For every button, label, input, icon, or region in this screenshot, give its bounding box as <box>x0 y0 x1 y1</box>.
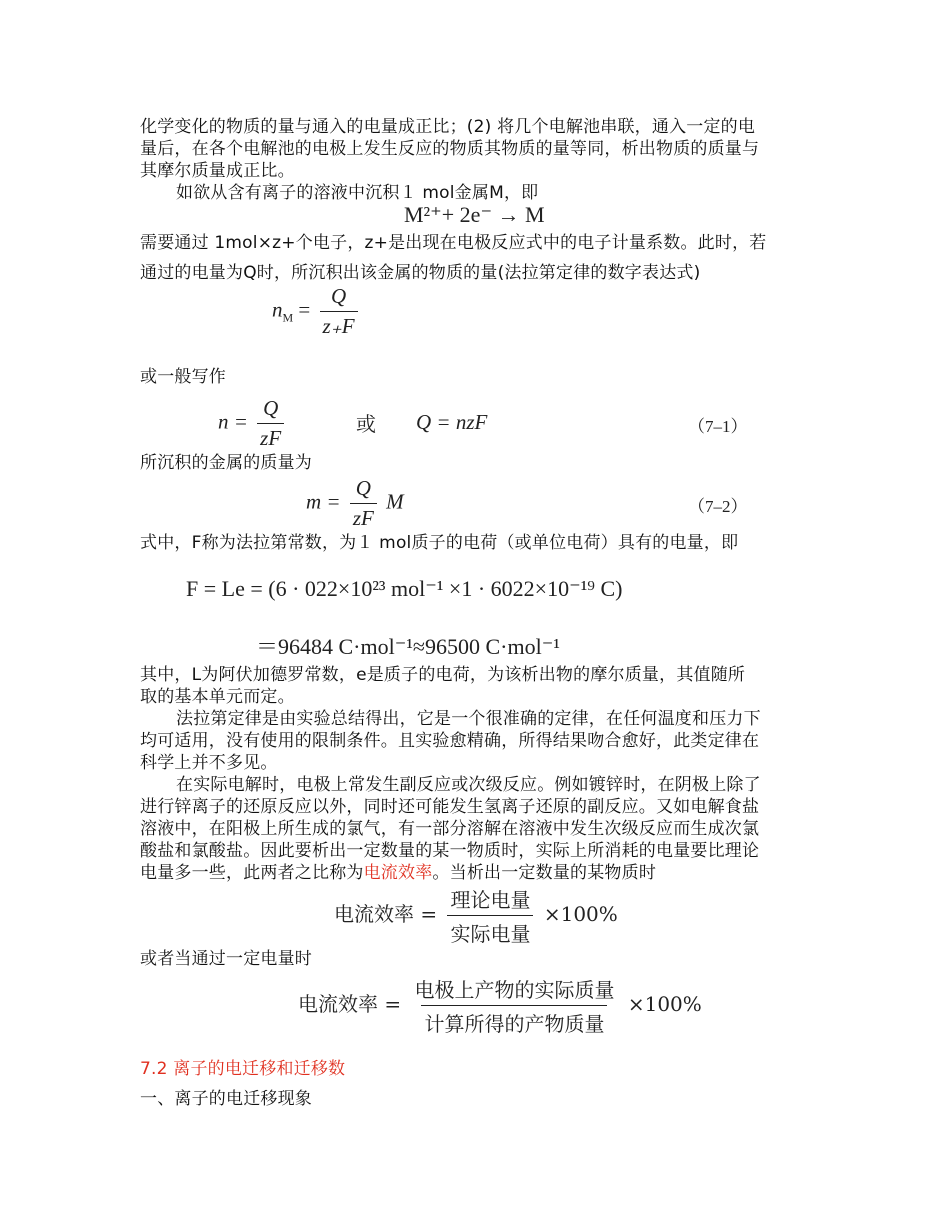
current-efficiency-equation-1: 电流效率 = $\frac{\text{理论电量}}{\text{实际电量}}$ ×100% <box>334 888 618 946</box>
text-line: 量后，在各个电解池的电极上发生反应的物质其物质的量等同，析出物质的质量与 <box>140 139 760 159</box>
text-line: 通过的电量为Q时，所沉积出该金属的物质的量(法拉第定律的数字表达式) <box>140 263 701 283</box>
mass-equation: m = $\frac{Q}{zF}$ M <box>306 476 404 530</box>
text-span: 。当析出一定数量的某物质时 <box>432 863 657 883</box>
text-line: 或一般写作 <box>140 367 226 387</box>
current-efficiency-term: 电流效率 <box>363 863 433 883</box>
text-line: 所沉积的金属的质量为 <box>140 453 312 473</box>
text-line: 进行锌离子的还原反应以外，同时还可能发生氢离子还原的副反应。又如电解食盐 <box>140 797 760 817</box>
or-word: 或 <box>356 412 376 436</box>
text-line: 其摩尔质量成正比。 <box>140 161 295 181</box>
text-line: 其中，L为阿伏加德罗常数，e是质子的电荷，为该析出物的摩尔质量，其值随所 <box>140 665 746 685</box>
text-span: 电量多一些，此两者之比称为 <box>140 863 364 883</box>
text-line: 均可适用，没有使用的限制条件。且实验愈精确，所得结果吻合愈好，此类定律在 <box>140 731 760 751</box>
equation-number: （7–1） <box>688 417 748 436</box>
subsection-heading: 一、离子的电迁移现象 <box>140 1089 312 1109</box>
faraday-equation-q: Q = nzF <box>416 410 488 434</box>
text-line: 酸盐和氯酸盐。因此要析出一定数量的某一物质时，实际上所消耗的电量要比理论 <box>140 841 760 861</box>
equation-number: （7–2） <box>688 497 748 516</box>
text-line: 溶液中，在阳极上所生成的氯气，有一部分溶解在溶液中发生次级反应而生成次氯 <box>140 819 760 839</box>
text-line: 法拉第定律是由实验总结得出，它是一个很准确的定律，在任何温度和压力下 <box>176 709 761 729</box>
faraday-equation-n: n = $\frac{Q}{zF}$ <box>218 396 288 451</box>
text-line: 或者当通过一定电量时 <box>140 949 312 969</box>
current-efficiency-equation-2: 电流效率 = $\frac{\text{电极上产物的实际质量}}{\text{计算所得的产物质量}}$ ×100% <box>298 978 702 1036</box>
text-line: 需要通过 1mol×z+个电子，z+是出现在电极反应式中的电子计量系数。此时，若 <box>140 233 767 253</box>
text-line: 在实际电解时，电极上常发生副反应或次级反应。例如镀锌时，在阴极上除了 <box>176 775 761 795</box>
text-line: 式中，F称为法拉第常数，为１ mol质子的电荷（或单位电荷）具有的电量，即 <box>140 533 739 553</box>
text-line: 如欲从含有离子的溶液中沉积１ mol金属M，即 <box>176 183 539 203</box>
faraday-constant-value: ＝96484 C·mol⁻¹≈96500 C·mol⁻¹ <box>256 634 560 659</box>
text-line: 科学上并不多见。 <box>140 753 278 773</box>
reaction-equation: M²⁺+ 2e⁻ → M <box>404 202 545 227</box>
faraday-constant-equation: F = Le = (6 · 022×10²³ mol⁻¹ ×1 · 6022×10⁻¹⁹ C) <box>186 576 623 601</box>
faraday-equation-nm: $n_M$ = $\frac{Q}{z_+F}$ <box>272 284 362 339</box>
section-heading: 7.2 离子的电迁移和迁移数 <box>140 1059 346 1079</box>
text-line: 化学变化的物质的量与通入的电量成正比；(2) 将几个电解池串联，通入一定的电 <box>140 117 756 137</box>
text-line: 取的基本单元而定。 <box>140 687 295 707</box>
text-line <box>140 862 656 884</box>
